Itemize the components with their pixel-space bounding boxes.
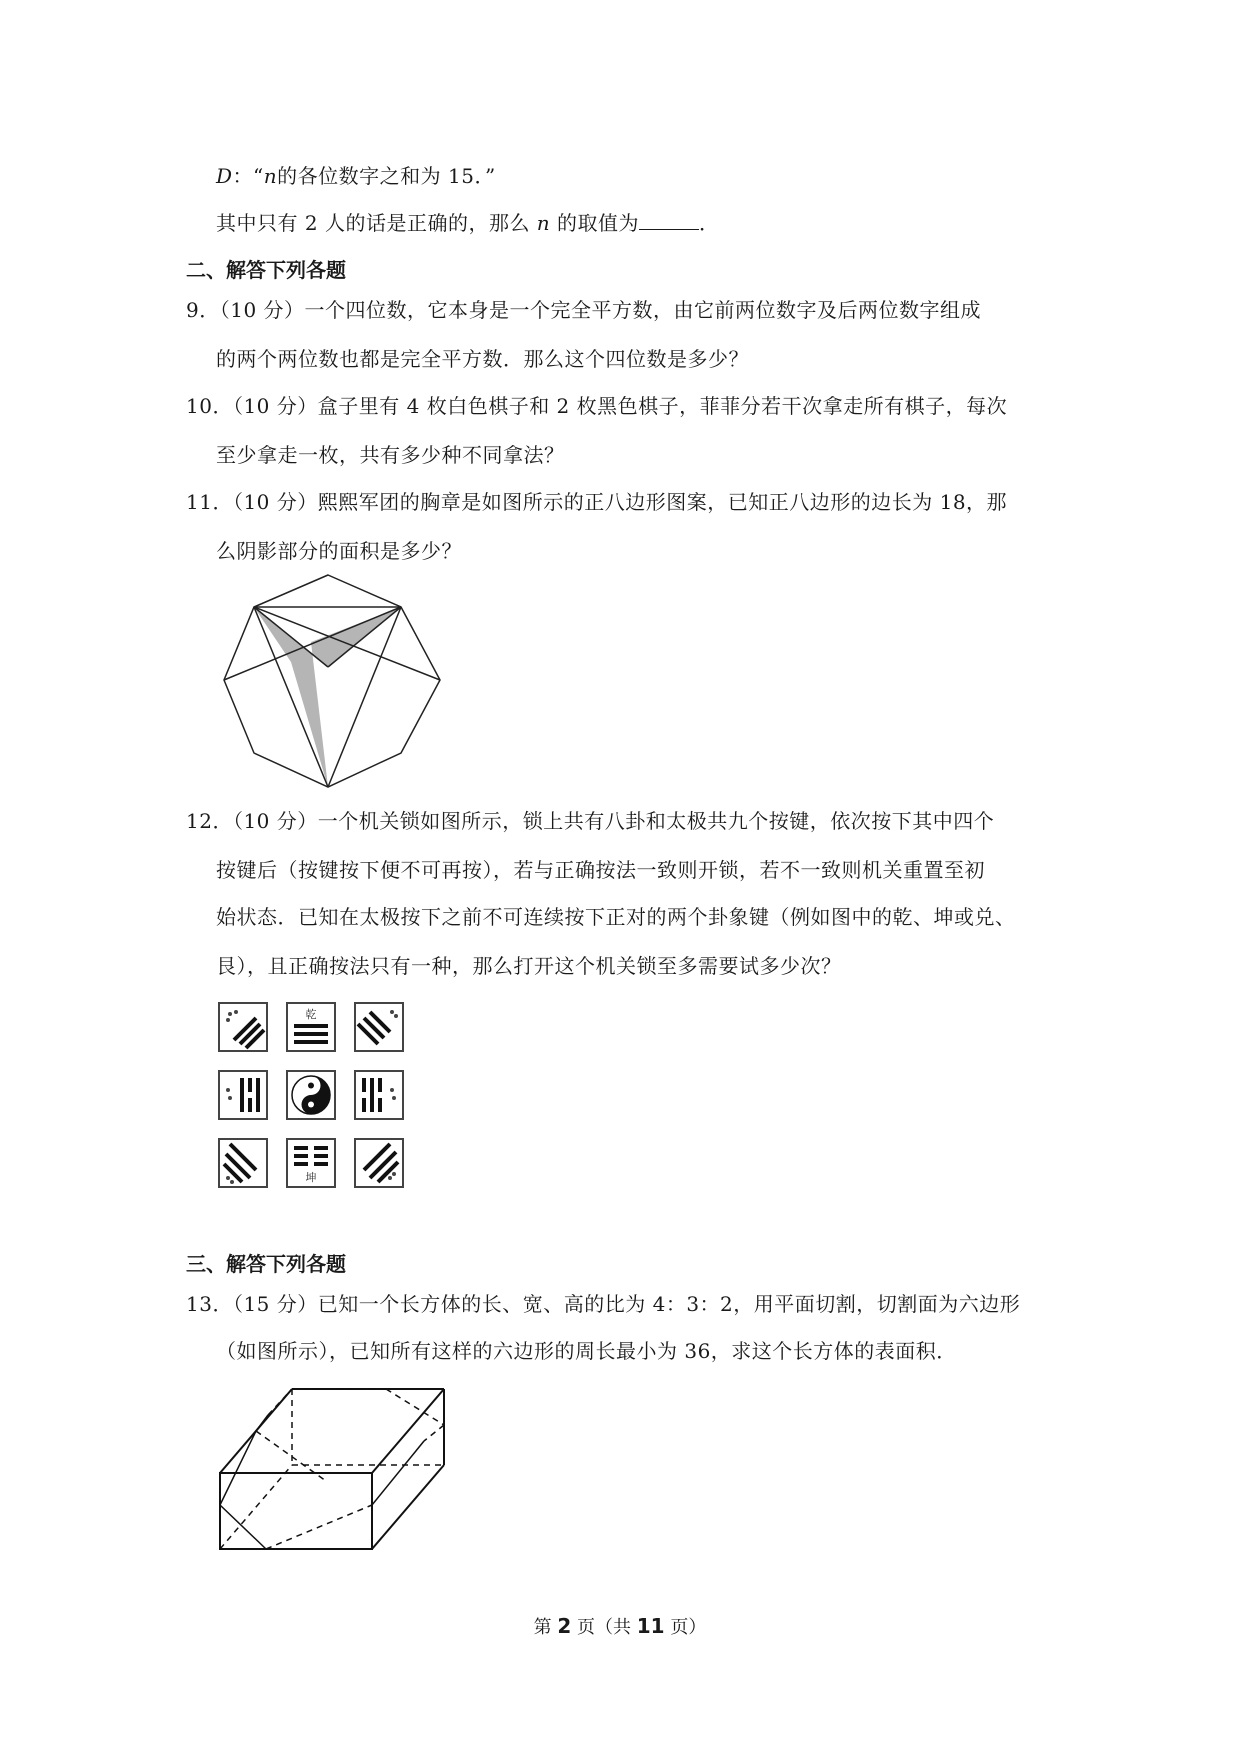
page-total: 11 — [636, 1614, 665, 1638]
answer-blank — [639, 211, 699, 230]
trigram-key-kun[interactable] — [286, 1138, 336, 1188]
section-2-title: 二、解答下列各题 — [186, 258, 346, 282]
q9-line1: 9．（10 分）一个四位数，它本身是一个完全平方数，由它前两位数字及后两位数字组成 — [186, 298, 982, 322]
hexagon-section — [220, 1415, 424, 1549]
conclusion-pre: 其中只有 2 人的话是正确的，那么 — [216, 211, 537, 235]
octagon-figure — [216, 572, 446, 802]
shaded-region — [254, 607, 401, 787]
trigram-key-right[interactable] — [354, 1070, 404, 1120]
q10-line2: 至少拿走一枚，共有多少种不同拿法？ — [216, 443, 565, 467]
conclusion-var: n — [536, 211, 551, 235]
q10-line1: 10．（10 分）盒子里有 4 枚白色棋子和 2 枚黑色棋子，菲菲分若干次拿走所有棋子，每次 — [186, 394, 1008, 418]
cuboid-solid-edges — [220, 1389, 444, 1549]
trigram-icon — [220, 1072, 266, 1118]
q12-line3: 始状态．已知在太极按下之前不可连续按下正对的两个卦象键（例如图中的乾、坤或兑、 — [216, 905, 1016, 929]
page-number: 2 — [557, 1614, 572, 1638]
footer-middle: 页（共 — [571, 1617, 637, 1638]
statement-d-var: n — [263, 164, 278, 188]
trigram-key-left[interactable] — [218, 1070, 268, 1120]
kun-label: 坤 — [305, 1171, 317, 1184]
trigram-icon — [356, 1140, 402, 1186]
trigram-key-bottom-left[interactable] — [218, 1138, 268, 1188]
statement-d-text: 的各位数字之和为 15．” — [277, 164, 496, 188]
q9-line2: 的两个两位数也都是完全平方数．那么这个四位数是多少？ — [216, 347, 749, 371]
qian-label: 乾 — [305, 1008, 317, 1021]
trigram-icon — [356, 1004, 402, 1050]
q11-line2: 么阴影部分的面积是多少？ — [216, 539, 462, 563]
trigram-icon — [220, 1140, 266, 1186]
statement-d — [216, 162, 496, 190]
q12-line2: 按键后（按键按下便不可再按），若与正确按法一致则开锁，若不一致则机关重置至初 — [216, 858, 985, 882]
conclusion-end: ． — [699, 211, 720, 235]
taiji-key[interactable] — [286, 1070, 336, 1120]
trigram-key-qian[interactable] — [286, 1002, 336, 1052]
conclusion-line — [216, 209, 720, 237]
q12-line4: 艮），且正确按法只有一种，那么打开这个机关锁至多需要试多少次？ — [216, 954, 842, 978]
yin-yang-icon — [288, 1072, 334, 1118]
statement-d-sep: ：“ — [232, 164, 264, 188]
trigram-key-top-right[interactable] — [354, 1002, 404, 1052]
trigram-key-bottom-right[interactable] — [354, 1138, 404, 1188]
footer-suffix: 页） — [664, 1617, 707, 1638]
trigram-icon — [288, 1004, 334, 1050]
bagua-lock — [216, 1000, 416, 1200]
trigram-icon — [356, 1072, 402, 1118]
q13-line1: 13．（15 分）已知一个长方体的长、宽、高的比为 4：3：2，用平面切割，切割面为六边形 — [186, 1292, 1021, 1316]
trigram-icon — [288, 1140, 334, 1186]
q13-line2: （如图所示），已知所有这样的六边形的周长最小为 36，求这个长方体的表面积． — [216, 1339, 957, 1363]
conclusion-post: 的取值为 — [550, 211, 640, 235]
page-footer — [0, 1614, 1240, 1640]
cuboid-hidden-edges — [220, 1389, 444, 1549]
cuboid-figure — [216, 1385, 456, 1555]
footer-prefix: 第 — [533, 1617, 558, 1638]
trigram-key-top-left[interactable] — [218, 1002, 268, 1052]
statement-d-label: D — [216, 164, 233, 188]
q11-line1: 11．（10 分）熙熙军团的胸章是如图所示的正八边形图案，已知正八边形的边长为 18，那 — [186, 490, 1008, 514]
section-3-title: 三、解答下列各题 — [186, 1252, 346, 1276]
q12-line1: 12．（10 分）一个机关锁如图所示，锁上共有八卦和太极共九个按键，依次按下其中四个 — [186, 809, 995, 833]
hexagon-section-hidden — [256, 1389, 444, 1549]
trigram-icon — [220, 1004, 266, 1050]
